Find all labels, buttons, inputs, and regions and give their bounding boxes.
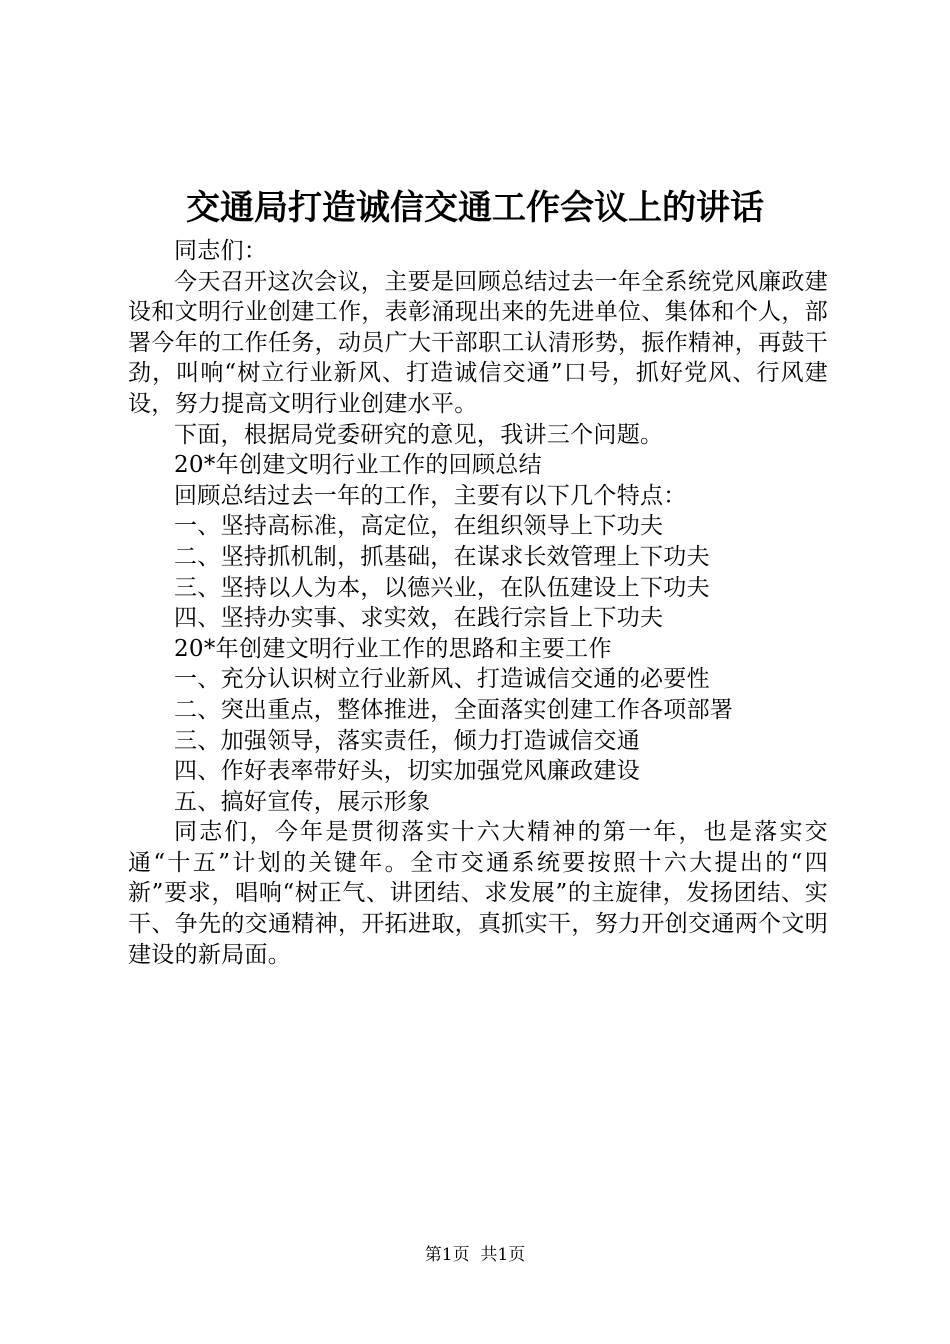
document-body: [128, 236, 828, 970]
list-item-plan-5: 五、搞好宣传，展示形象: [174, 788, 431, 815]
list-item-review-2: 二、坚持抓机制，抓基础，在谋求长效管理上下功夫: [174, 543, 710, 570]
paragraph-salutation: 同志们：: [174, 238, 268, 264]
list-item-review-3: 三、坚持以人为本，以德兴业，在队伍建设上下功夫: [174, 574, 710, 601]
paragraph-intro: 下面，根据局党委研究的意见，我讲三个问题。: [174, 421, 664, 448]
list-item-plan-2: 二、突出重点，整体推进，全面落实创建工作各项部署: [174, 696, 734, 723]
paragraph-closing: 同志们，今年是贯彻落实十六大精神的第一年，也是落实交通“十五”计划的关键年。全市交通系统要按照十六大提出的“四新”要求，唱响“树正气、讲团结、求发展”的主旋律，发扬团结、实干、争先的交通精神，开拓进取，真抓实干，努力开创交通两个文明建设的新局面。: [128, 819, 828, 968]
document-title: 交通局打造诚信交通工作会议上的讲话: [186, 188, 764, 228]
paragraph-opening: 今天召开这次会议，主要是回顾总结过去一年全系统党风廉政建设和文明行业创建工作，表彰涌现出来的先进单位、集体和个人，部署今年的工作任务，动员广大干部职工认清形势，振作精神，再鼓干劲，叫响“树立行业新风、打造诚信交通”口号，抓好党风、行风建设，努力提高文明行业创建水平。: [128, 268, 828, 417]
list-item-plan-1: 一、充分认识树立行业新风、打造诚信交通的必要性: [174, 666, 710, 693]
list-item-review-1: 一、坚持高标准，高定位，在组织领导上下功夫: [174, 513, 664, 540]
section-heading-plan: 20*年创建文明行业工作的思路和主要工作: [174, 635, 612, 662]
paragraph-review-intro: 回顾总结过去一年的工作，主要有以下几个特点：: [174, 482, 687, 509]
page-footer: [0, 1243, 950, 1267]
list-item-plan-4: 四、作好表率带好头，切实加强党风廉政建设: [174, 758, 640, 785]
page-number-label: 第1页 共1页: [424, 1245, 526, 1265]
section-heading-review: 20*年创建文明行业工作的回顾总结: [174, 452, 542, 479]
list-item-plan-3: 三、加强领导，落实责任，倾力打造诚信交通: [174, 727, 640, 754]
list-item-review-4: 四、坚持办实事、求实效，在践行宗旨上下功夫: [174, 605, 664, 632]
